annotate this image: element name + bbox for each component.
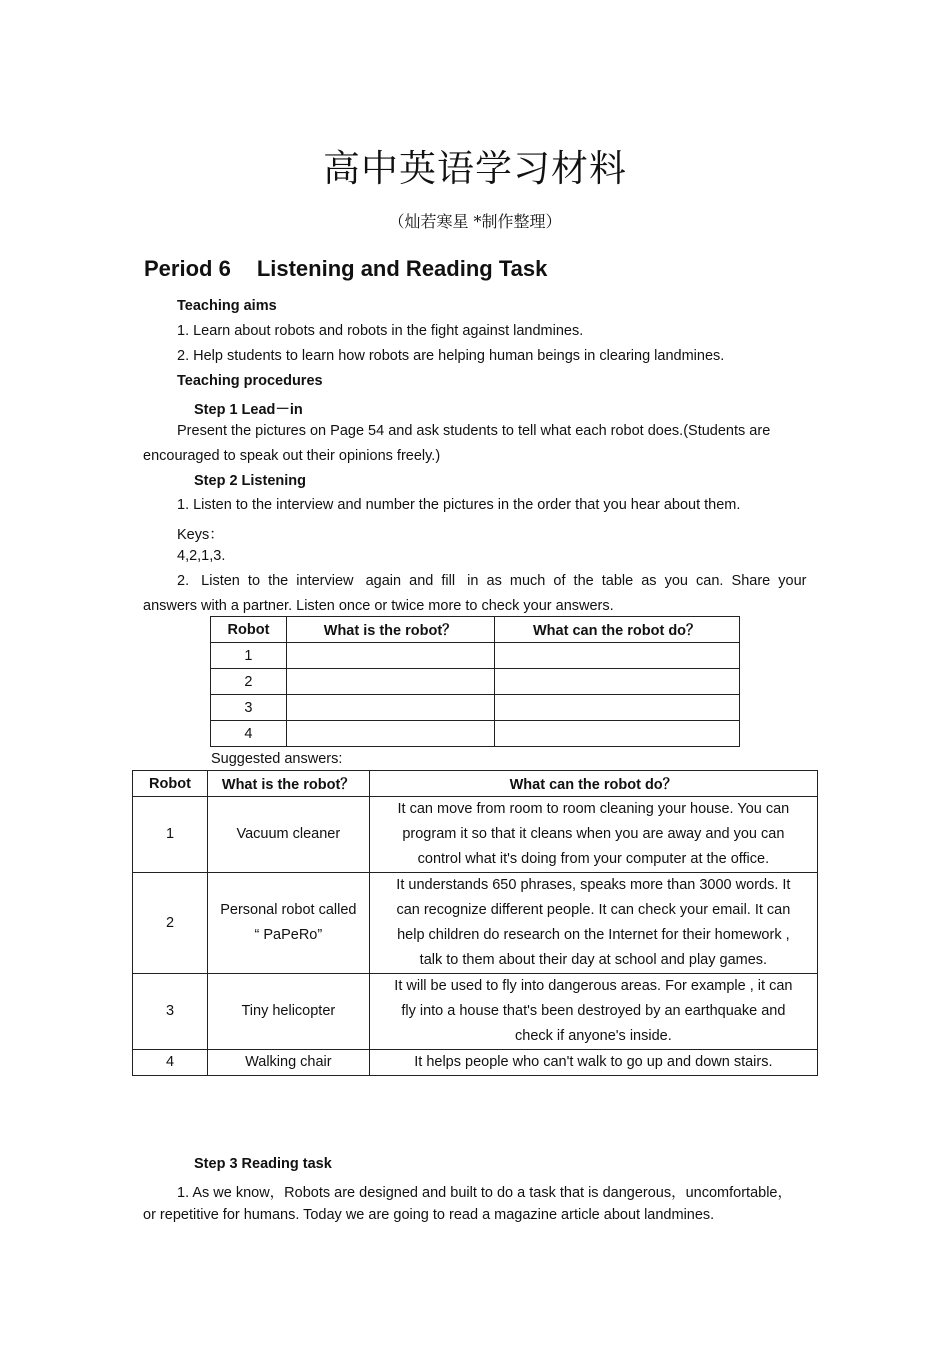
robot-description bbox=[369, 1050, 817, 1076]
step3-line1: 1. As we know，Robots are designed and built to do a task that is dangerous，uncomfortable， bbox=[177, 1185, 792, 1201]
header-what-is: What is the robot？ bbox=[286, 617, 494, 643]
step1-text-line2: encouraged to speak out their opinions freely.) bbox=[143, 448, 441, 464]
header-what-can: What can the robot do？ bbox=[494, 617, 739, 643]
table-row bbox=[133, 974, 818, 1050]
blank-cell[interactable] bbox=[494, 721, 739, 747]
header-robot: Robot bbox=[211, 617, 287, 643]
teaching-aims-heading: Teaching aims bbox=[177, 298, 277, 314]
table-row bbox=[211, 695, 740, 721]
row-number: 3 bbox=[133, 974, 208, 1050]
table-row bbox=[133, 873, 818, 974]
period-heading bbox=[144, 256, 547, 282]
step3-heading: Step 3 Reading task bbox=[194, 1156, 332, 1172]
header-what-can: What can the robot do？ bbox=[369, 771, 817, 797]
description-line: talk to them about their day at school and play games. bbox=[419, 952, 768, 968]
description-line: check if anyone's inside. bbox=[515, 1028, 672, 1044]
blank-robot-table bbox=[210, 616, 740, 747]
description-line: fly into a house that's been destroyed by an earthquake and bbox=[401, 1003, 786, 1019]
table-row bbox=[211, 643, 740, 669]
row-number: 4 bbox=[133, 1050, 208, 1076]
robot-name: Vacuum cleaner bbox=[207, 797, 369, 873]
keys-value: 4,2,1,3. bbox=[177, 548, 226, 564]
robot-name: Tiny helicopter bbox=[207, 974, 369, 1050]
blank-cell[interactable] bbox=[494, 669, 739, 695]
keys-label: Keys： bbox=[177, 527, 224, 543]
answer-table bbox=[132, 770, 818, 1076]
period-name: Listening and Reading Task bbox=[256, 256, 548, 281]
document-title: 高中英语学习材料 bbox=[323, 147, 627, 190]
row-number: 2 bbox=[211, 669, 287, 695]
period-number: Period 6 bbox=[144, 256, 231, 281]
row-number: 4 bbox=[211, 721, 287, 747]
row-number: 1 bbox=[133, 797, 208, 873]
aim-item-1: 1. Learn about robots and robots in the fight against landmines. bbox=[177, 323, 584, 339]
table-header-row bbox=[133, 771, 818, 797]
description-line: control what it's doing from your computer at the office. bbox=[417, 851, 770, 867]
description-line: program it so that it cleans when you are away and you can bbox=[402, 826, 785, 842]
robot-description bbox=[369, 797, 817, 873]
robot-name-line: Personal robot called bbox=[220, 902, 357, 918]
table-row bbox=[133, 1050, 818, 1076]
table-row bbox=[211, 669, 740, 695]
blank-cell[interactable] bbox=[286, 695, 494, 721]
suggested-answers-label: Suggested answers: bbox=[211, 751, 343, 767]
blank-cell[interactable] bbox=[286, 643, 494, 669]
robot-description bbox=[369, 974, 817, 1050]
step2-item2-line2: answers with a partner. Listen once or twice more to check your answers. bbox=[143, 598, 614, 614]
step2-item2-line1: 2. Listen to the interview again and fill in as much of the table as you can. Share your bbox=[177, 573, 807, 589]
step3-line2: or repetitive for humans. Today we are going to read a magazine article about landmines. bbox=[143, 1207, 715, 1223]
step1-heading: Step 1 Lead－in bbox=[194, 402, 303, 418]
robot-name: Walking chair bbox=[207, 1050, 369, 1076]
robot-name-line: “ PaPeRo” bbox=[254, 927, 323, 943]
description-line: It will be used to fly into dangerous areas. For example , it can bbox=[394, 978, 793, 994]
row-number: 2 bbox=[133, 873, 208, 974]
description-line: help children do research on the Internet for their homework , bbox=[397, 927, 790, 943]
blank-cell[interactable] bbox=[286, 669, 494, 695]
step2-item1: 1. Listen to the interview and number the pictures in the order that you hear about them. bbox=[177, 497, 741, 513]
step1-text-line1: Present the pictures on Page 54 and ask students to tell what each robot does.(Students are bbox=[177, 423, 771, 439]
aim-item-2: 2. Help students to learn how robots are helping human beings in clearing landmines. bbox=[177, 348, 725, 364]
description-line: It understands 650 phrases, speaks more than 3000 words. It bbox=[396, 877, 791, 893]
row-number: 3 bbox=[211, 695, 287, 721]
robot-name bbox=[207, 873, 369, 974]
description-line: can recognize different people. It can check your email. It can bbox=[396, 902, 791, 918]
row-number: 1 bbox=[211, 643, 287, 669]
blank-cell[interactable] bbox=[286, 721, 494, 747]
blank-cell[interactable] bbox=[494, 643, 739, 669]
table-header-row bbox=[211, 617, 740, 643]
description-line: It can move from room to room cleaning your house. You can bbox=[397, 801, 790, 817]
table-row bbox=[133, 797, 818, 873]
teaching-procedures-heading: Teaching procedures bbox=[177, 373, 323, 389]
document-subtitle: （灿若寒星 *制作整理） bbox=[388, 212, 562, 231]
table-row bbox=[211, 721, 740, 747]
header-robot: Robot bbox=[133, 771, 208, 797]
step2-heading: Step 2 Listening bbox=[194, 473, 306, 489]
description-line: It helps people who can't walk to go up and down stairs. bbox=[414, 1054, 773, 1070]
blank-cell[interactable] bbox=[494, 695, 739, 721]
header-what-is: What is the robot？ bbox=[207, 771, 369, 797]
robot-description bbox=[369, 873, 817, 974]
